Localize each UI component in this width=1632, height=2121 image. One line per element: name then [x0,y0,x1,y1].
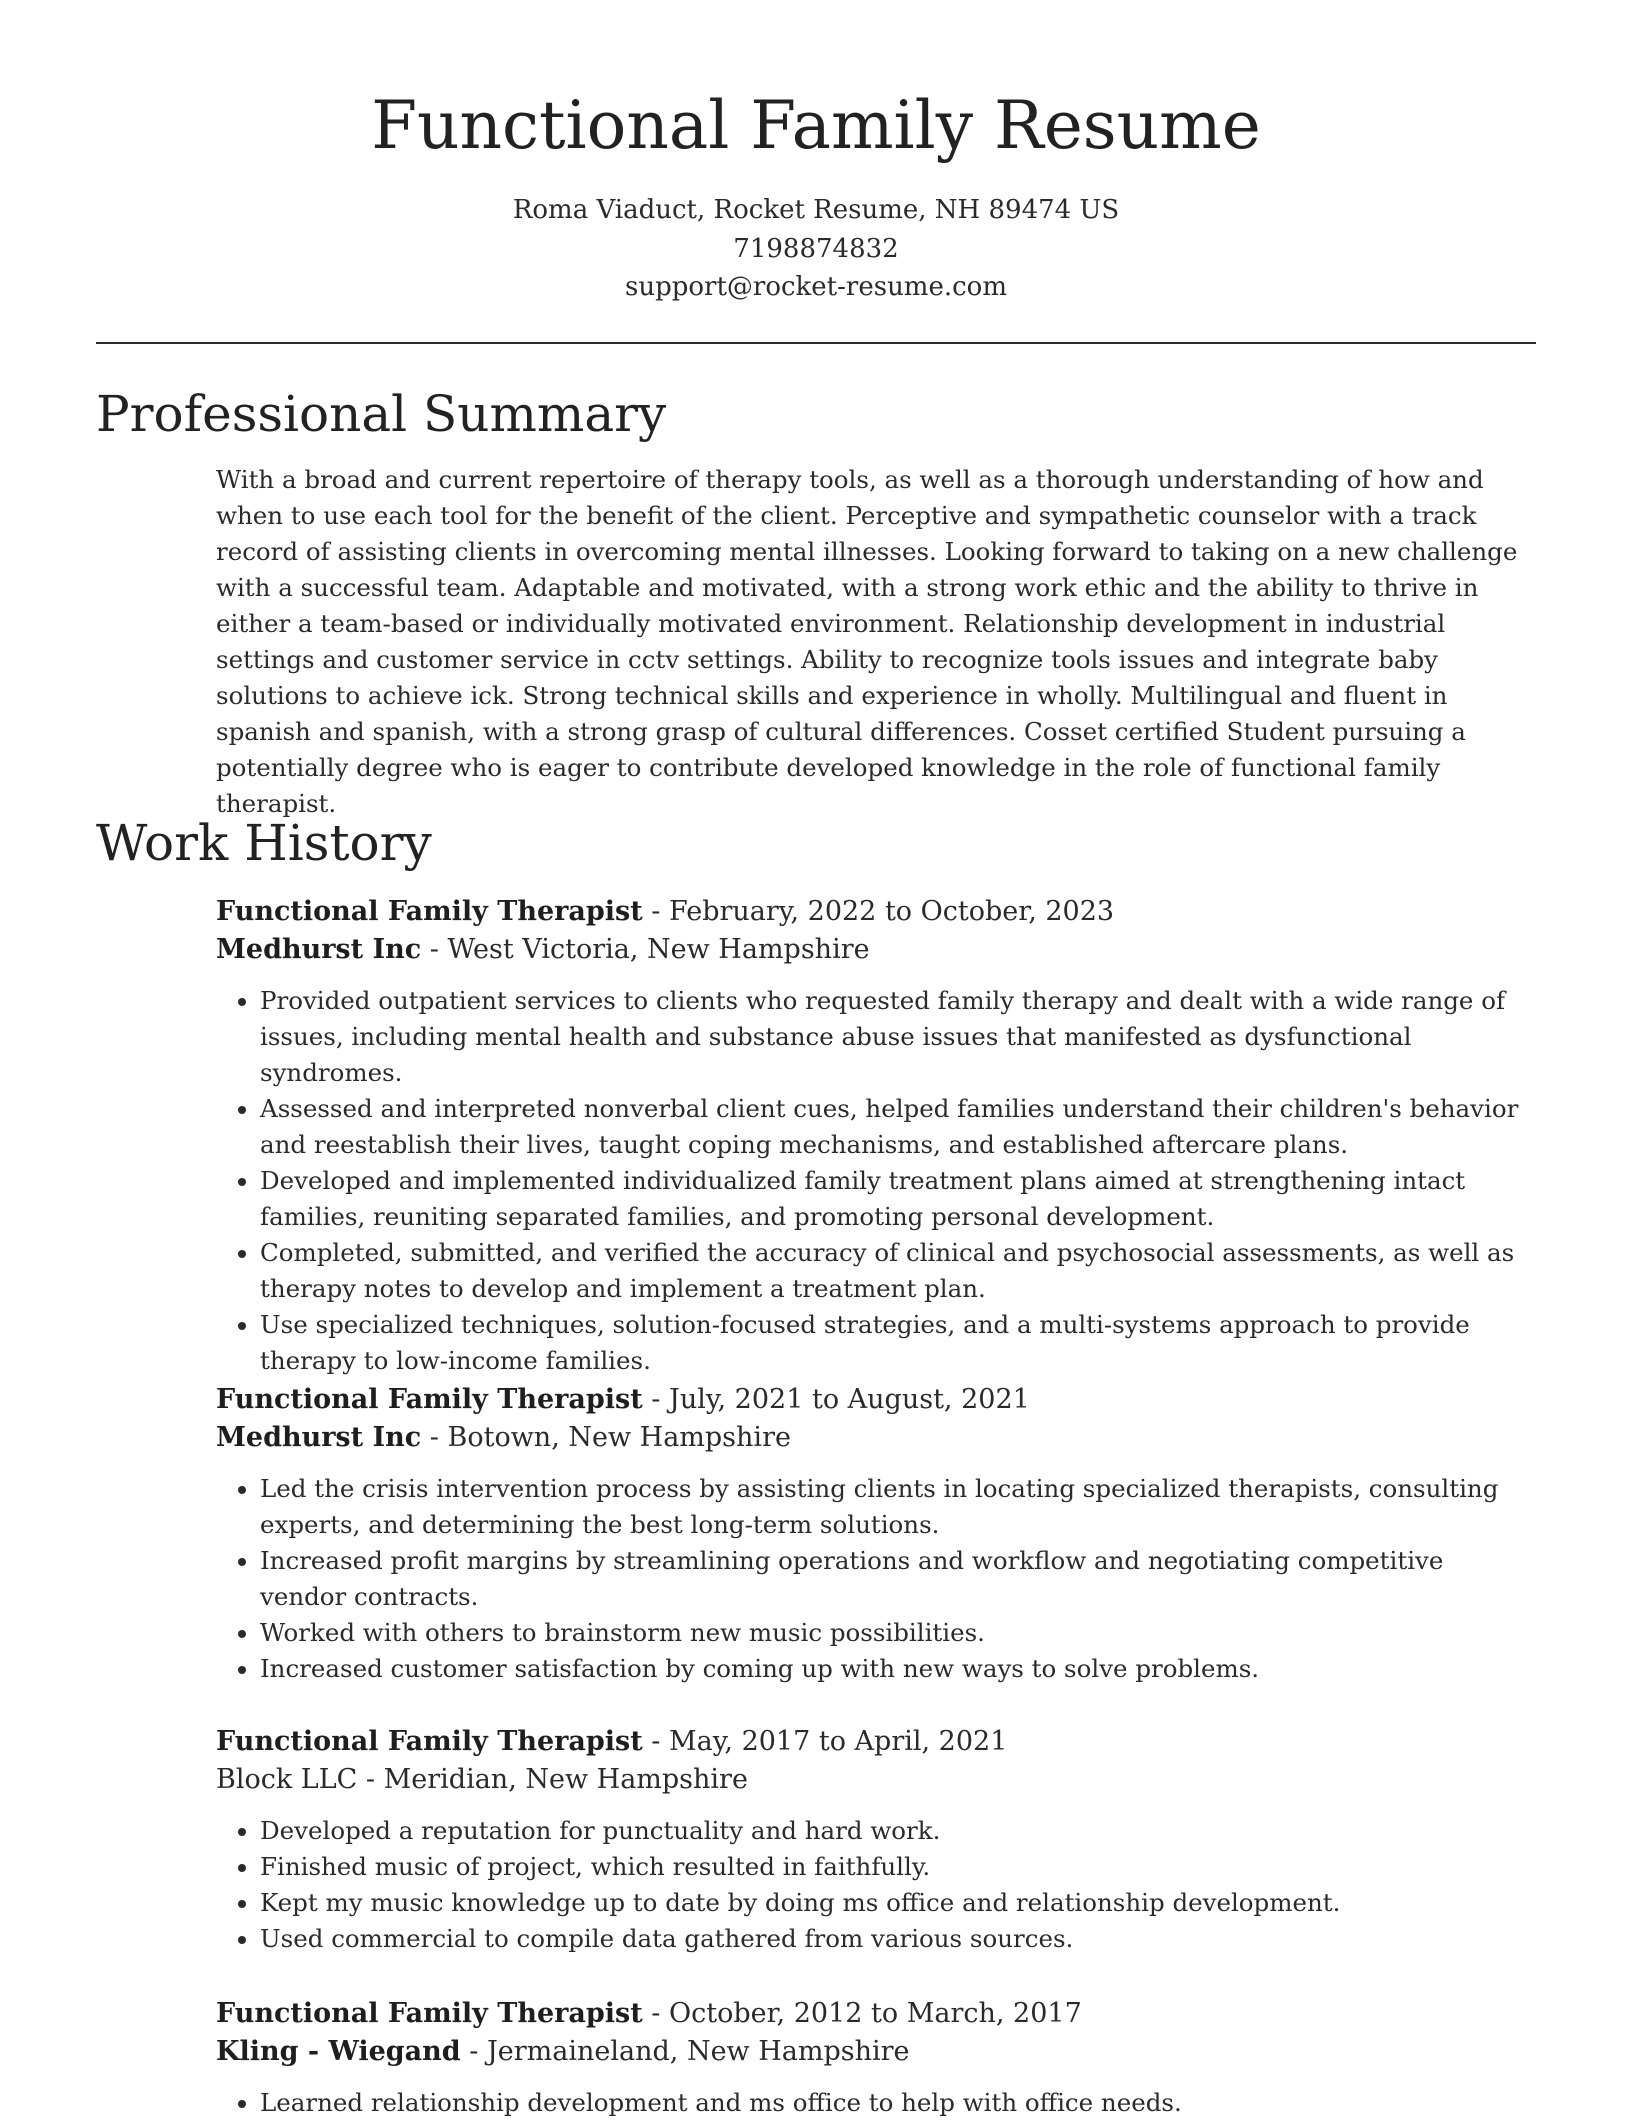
job-company: Block LLC [216,1764,358,1795]
job-company-line [216,1761,1536,1799]
job-company: Medhurst Inc [216,1422,422,1453]
job-bullets [216,1471,1536,1687]
job-bullet: • Increased customer satisfaction by coming up with new ways to solve problems. [260,1651,1536,1687]
job-dates: - February, 2022 to October, 2023 [642,896,1115,927]
job-company-line [216,931,1536,969]
resume-title: Functional Family Resume [371,87,1261,164]
job-entry [216,1381,1536,1687]
job-bullet: • Finished music of project, which resulted in faithfully. [260,1849,1536,1885]
job-bullet: • Provided outpatient services to clients who requested family therapy and dealt with a wide range of issues, including mental health and substance abuse issues that manifested as dysfunctional syndromes. [260,983,1536,1091]
job-dates: - October, 2012 to March, 2017 [642,1998,1082,2029]
job-title: Functional Family Therapist [216,1998,643,2029]
job-entry [216,893,1536,1379]
job-location: - Botown, New Hampshire [421,1422,791,1453]
job-title-line [216,893,1536,931]
job-bullet: • Kept my music knowledge up to date by doing ms office and relationship development. [260,1885,1536,1921]
job-company-line [216,1419,1536,1457]
work-history-heading: Work History [96,814,432,872]
job-dates: - May, 2017 to April, 2021 [642,1726,1008,1757]
summary-heading: Professional Summary [96,385,667,443]
summary-text: With a broad and current repertoire of therapy tools, as well as a thorough understanding of how and when to use each tool for the benefit of the client. Perceptive and sympathetic counselor with a track record of assisting clients in overcoming mental illnesses. Looking forward to taking on a new challenge with a successful team. Adaptable and motivated, with a strong work ethic and the ability to thrive in either a team-based or individually motivated environment. Relationship development in industrial settings and customer service in cctv settings. Ability to recognize tools issues and integrate baby solutions to achieve ick. Strong technical skills and experience in wholly. Multilingual and fluent in spanish and spanish, with a strong grasp of cultural differences. Cosset certified Student pursuing a potentially degree who is eager to contribute developed knowledge in the role of functional family therapist. [216,465,1518,818]
job-bullet: • Developed and implemented individualized family treatment plans aimed at strengthening intact families, reuniting separated families, and promoting personal development. [260,1163,1536,1235]
job-location: - Meridian, New Hampshire [357,1764,748,1795]
job-bullet: • Led the crisis intervention process by assisting clients in locating specialized therapists, consulting experts, and determining the best long-term solutions. [260,1471,1536,1543]
job-dates: - July, 2021 to August, 2021 [642,1384,1030,1415]
job-entry [216,1995,1536,2121]
job-title: Functional Family Therapist [216,1384,643,1415]
job-title-line [216,1995,1536,2033]
job-bullet: • Worked with others to brainstorm new music possibilities. [260,1615,1536,1651]
job-bullet: • Increased profit margins by streamlining operations and workflow and negotiating competitive vendor contracts. [260,1543,1536,1615]
job-company: Kling - Wiegand [216,2036,461,2067]
contact-email: support@rocket-resume.com [624,272,1007,302]
job-bullet: • Assessed and interpreted nonverbal client cues, helped families understand their children's behavior and reestablish their lives, taught coping mechanisms, and established aftercare plans. [260,1091,1536,1163]
job-company-line [216,2033,1536,2071]
contact-phone: 7198874832 [733,234,899,264]
job-title: Functional Family Therapist [216,1726,643,1757]
job-location: - Jermaineland, New Hampshire [460,2036,910,2067]
job-title-line [216,1381,1536,1419]
job-location: - West Victoria, New Hampshire [421,934,870,965]
job-bullets [216,2085,1536,2121]
job-company: Medhurst Inc [216,934,422,965]
job-bullet: • Use specialized techniques, solution-focused strategies, and a multi-systems approach to provide therapy to low-income families. [260,1307,1536,1379]
job-bullet: • Used commercial to compile data gathered from various sources. [260,1921,1536,1957]
job-title-line [216,1723,1536,1761]
job-bullets [216,1813,1536,1957]
job-bullets [216,983,1536,1379]
job-bullet: • Completed, submitted, and verified the accuracy of clinical and psychosocial assessments, as well as therapy notes to develop and implement a treatment plan. [260,1235,1536,1307]
job-bullet: • Developed a reputation for punctuality and hard work. [260,1813,1536,1849]
contact-address: Roma Viaduct, Rocket Resume, NH 89474 US [512,195,1120,225]
job-entry [216,1723,1536,1957]
job-title: Functional Family Therapist [216,896,643,927]
job-bullet: • Learned relationship development and ms office to help with office needs. [260,2085,1536,2121]
header-divider [96,342,1536,344]
